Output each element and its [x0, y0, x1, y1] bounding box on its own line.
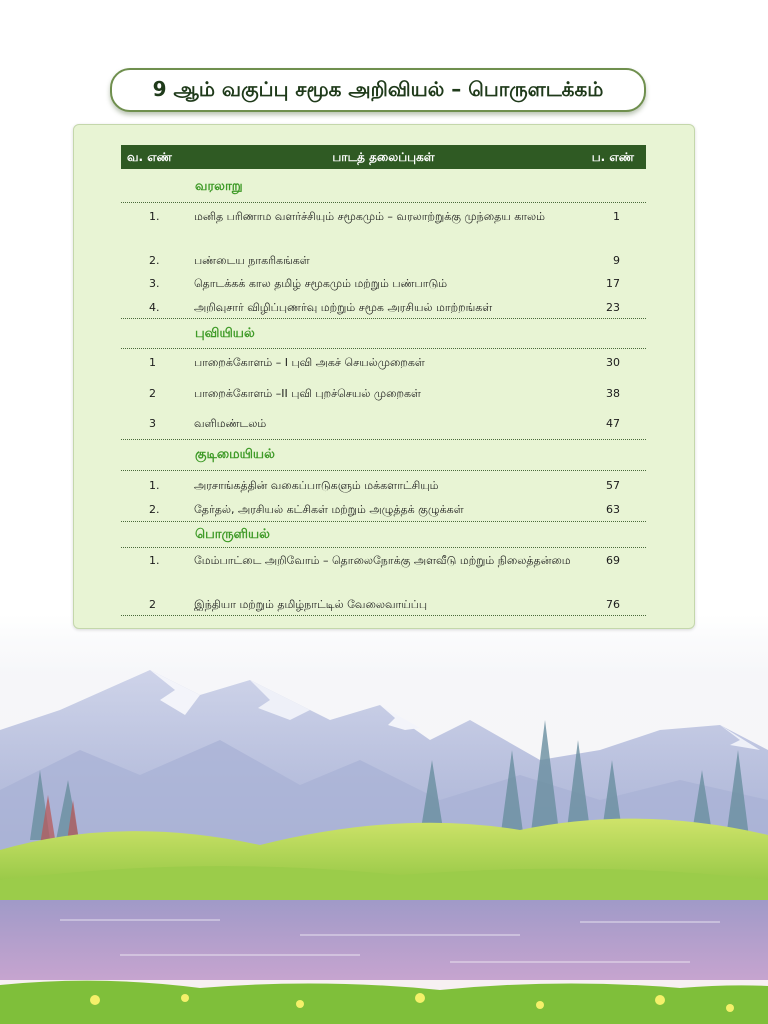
entry-page: 9: [613, 254, 620, 267]
divider: [121, 439, 646, 440]
entry-page: 1: [613, 210, 620, 223]
entry-page: 57: [606, 479, 620, 492]
entry-title: அறிவுசார் விழிப்புணர்வு மற்றும் சமூக அரசியல் மாற்றங்கள்: [194, 301, 493, 314]
entry-page: 47: [606, 417, 620, 430]
contents-panel: [73, 124, 695, 629]
entry-title: பண்டைய நாகரிகங்கள்: [194, 254, 310, 267]
entry-title: வளிமண்டலம்: [194, 417, 267, 430]
entry-number: 1.: [149, 554, 160, 567]
entry-title: தேர்தல், அரசியல் கட்சிகள் மற்றும் அழுத்தக் குழுக்கள்: [194, 503, 464, 516]
entry-number: 3.: [149, 277, 160, 290]
section-civics: குடிமையியல்: [195, 447, 275, 462]
entry-title: மனித பரிணாம வளர்ச்சியும் சமூகமும் – வரலாற்றுக்கு முந்தைய காலம்: [194, 210, 545, 223]
entry-page: 30: [606, 356, 620, 369]
entry-page: 17: [606, 277, 620, 290]
divider: [121, 470, 646, 471]
entry-page: 69: [606, 554, 620, 567]
header-page: ப. எண்: [591, 150, 634, 164]
entry-number: 2: [149, 598, 156, 611]
divider: [121, 318, 646, 319]
entry-number: 2.: [149, 503, 160, 516]
entry-number: 2.: [149, 254, 160, 267]
section-economics: பொருளியல்: [195, 527, 270, 542]
entry-number: 1.: [149, 210, 160, 223]
entry-number: 1.: [149, 479, 160, 492]
entry-page: 76: [606, 598, 620, 611]
divider: [121, 348, 646, 349]
entry-page: 23: [606, 301, 620, 314]
entry-title: தொடக்கக் கால தமிழ் சமூகமும் மற்றும் பண்பாடும்: [194, 277, 448, 290]
header-title: பாடத் தலைப்புகள்: [332, 150, 435, 164]
divider: [121, 615, 646, 616]
page-title: 9 ஆம் வகுப்பு சமூக அறிவியல் – பொருளடக்கம்: [110, 68, 646, 112]
entry-title: மேம்பாட்டை அறிவோம் – தொலைநோக்கு அளவீடு மற்றும் நிலைத்தன்மை: [194, 554, 571, 567]
landscape-illustration: [0, 600, 768, 1024]
divider: [121, 521, 646, 522]
entry-number: 4.: [149, 301, 160, 314]
section-geography: புவியியல்: [195, 326, 255, 341]
entry-page: 63: [606, 503, 620, 516]
entry-number: 1: [149, 356, 156, 369]
entry-title: அரசாங்கத்தின் வகைப்பாடுகளும் மக்களாட்சியும்: [194, 479, 439, 492]
section-history: வரலாறு: [195, 179, 243, 194]
entry-number: 2: [149, 387, 156, 400]
entry-title: பாறைக்கோளம் – I புவி அகச் செயல்முறைகள்: [194, 356, 425, 369]
divider: [121, 547, 646, 548]
entry-title: பாறைக்கோளம் –II புவி புறச்செயல் முறைகள்: [194, 387, 421, 400]
divider: [121, 202, 646, 203]
entry-page: 38: [606, 387, 620, 400]
table-header: [121, 145, 646, 169]
entry-number: 3: [149, 417, 156, 430]
entry-title: இந்தியா மற்றும் தமிழ்நாட்டில் வேலைவாய்ப்பு: [194, 598, 428, 611]
header-number: வ. எண்: [127, 150, 172, 164]
